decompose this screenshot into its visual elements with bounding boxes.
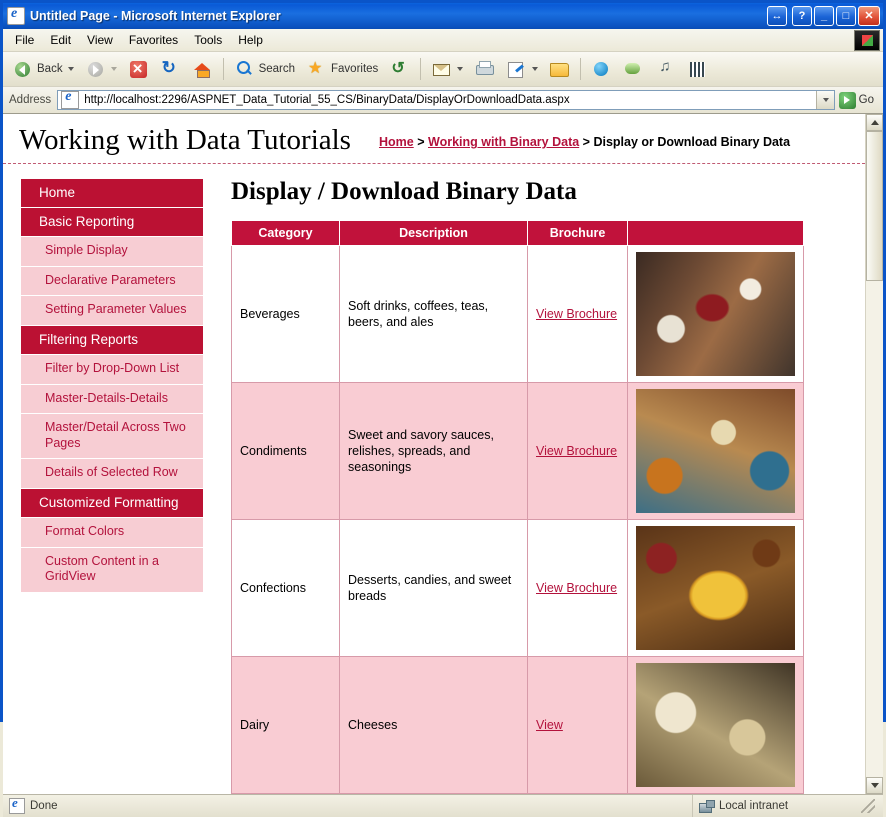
sidebar (3, 164, 203, 592)
category-photo (636, 526, 795, 650)
back-label: Back (37, 63, 63, 75)
view-brochure-link[interactable]: View Brochure (536, 306, 618, 321)
table-row (232, 383, 804, 520)
breadcrumb-sep-2: > (582, 135, 590, 149)
network-icon (699, 800, 714, 813)
go-label: Go (858, 94, 874, 106)
search-label: Search (258, 63, 296, 75)
site-header (3, 114, 865, 164)
cell-category: Dairy (232, 657, 340, 794)
edit-button[interactable] (501, 56, 543, 83)
refresh-icon (160, 59, 181, 80)
scrollbar-track[interactable] (866, 131, 883, 777)
toolbar-separator (223, 58, 224, 80)
table-header-row (232, 221, 804, 246)
home-icon (192, 59, 213, 80)
security-zone-label: Local intranet (719, 800, 789, 812)
content-row (3, 164, 865, 794)
globe-icon (591, 59, 612, 80)
scroll-up-button[interactable] (866, 114, 883, 131)
minimize-button[interactable]: _ (814, 6, 834, 26)
table-row (232, 520, 804, 657)
scroll-down-button[interactable] (866, 777, 883, 794)
back-icon (12, 59, 33, 80)
windows-logo-icon (854, 30, 880, 51)
address-bar (3, 87, 883, 114)
sidebar-item-basic-reporting[interactable]: Basic Reporting (21, 207, 203, 236)
security-zone-pane[interactable] (693, 795, 883, 817)
cell-picture (628, 657, 804, 794)
view-brochure-link[interactable]: View Brochure (536, 443, 618, 458)
toolbar-separator-2 (420, 58, 421, 80)
media-icon (655, 59, 676, 80)
cell-brochure (528, 246, 628, 383)
table-row (232, 657, 804, 794)
column-header-category[interactable]: Category (232, 221, 340, 246)
forward-button[interactable] (80, 56, 122, 83)
status-message-pane (3, 795, 693, 817)
cell-category: Confections (232, 520, 340, 657)
window-controls (767, 6, 881, 26)
maximize-button[interactable]: □ (836, 6, 856, 26)
edit-icon (506, 59, 527, 80)
research-button[interactable] (682, 56, 713, 83)
category-photo (636, 252, 795, 376)
mail-button[interactable] (426, 56, 468, 83)
breadcrumb-current: Display or Download Binary Data (593, 135, 791, 149)
close-button[interactable]: ✕ (858, 6, 880, 26)
address-dropdown-button[interactable] (816, 91, 834, 109)
sidebar-item-filtering-reports[interactable]: Filtering Reports (21, 325, 203, 354)
chevron-down-icon (823, 98, 829, 102)
binary-data-gridview (231, 220, 804, 794)
cell-description: Soft drinks, coffees, teas, beers, and ales (340, 246, 528, 383)
edit-dropdown-icon[interactable] (532, 67, 538, 71)
sidebar-item-master-detail-across-two-pages[interactable]: Master/Detail Across Two Pages (21, 413, 203, 458)
cell-brochure (528, 520, 628, 657)
address-label: Address (9, 94, 52, 106)
address-input[interactable] (82, 91, 815, 109)
cell-description: Sweet and savory sauces, relishes, spreads, and seasonings (340, 383, 528, 520)
page-icon (9, 798, 25, 814)
sidebar-item-simple-display[interactable]: Simple Display (21, 236, 203, 266)
sidebar-item-setting-parameter-values[interactable]: Setting Parameter Values (21, 295, 203, 325)
column-header-description[interactable]: Description (340, 221, 528, 246)
sidebar-item-custom-content-in-a-gridview[interactable]: Custom Content in a GridView (21, 547, 203, 592)
vertical-scrollbar[interactable] (865, 114, 883, 794)
column-header-brochure[interactable]: Brochure (528, 221, 628, 246)
column-header-picture[interactable] (628, 221, 804, 246)
sidebar-item-master-details-details[interactable]: Master-Details-Details (21, 384, 203, 414)
favorites-button[interactable] (301, 56, 383, 83)
go-button[interactable] (835, 92, 880, 109)
messenger-icon (623, 59, 644, 80)
forward-dropdown-icon[interactable] (111, 67, 117, 71)
cell-picture (628, 246, 804, 383)
sidebar-item-declarative-parameters[interactable]: Declarative Parameters (21, 266, 203, 296)
toolbar-separator-3 (580, 58, 581, 80)
menu-file[interactable]: File (15, 33, 35, 47)
media-button[interactable] (650, 56, 681, 83)
favorites-label: Favorites (331, 63, 379, 75)
home-button[interactable] (187, 56, 218, 83)
address-input-wrapper[interactable] (57, 90, 834, 110)
sidebar-item-filter-by-drop-down-list[interactable]: Filter by Drop-Down List (21, 354, 203, 384)
table-row (232, 246, 804, 383)
msn-button[interactable] (586, 56, 617, 83)
go-icon (839, 92, 856, 109)
mail-dropdown-icon[interactable] (457, 67, 463, 71)
sidebar-item-format-colors[interactable]: Format Colors (21, 517, 203, 547)
discuss-button[interactable] (544, 56, 575, 83)
search-button[interactable] (229, 56, 300, 83)
tool-bar (3, 52, 883, 87)
menu-edit[interactable]: Edit (50, 33, 72, 47)
sidebar-item-customized-formatting[interactable]: Customized Formatting (21, 488, 203, 517)
cell-brochure (528, 657, 628, 794)
print-button[interactable] (469, 56, 500, 83)
content-heading: Display / Download Binary Data (231, 178, 577, 205)
back-button[interactable] (7, 56, 79, 83)
view-brochure-link[interactable]: View (536, 717, 563, 732)
window-title: Untitled Page - Microsoft Internet Explorer (30, 9, 281, 23)
forward-icon (85, 59, 106, 80)
title-bar (3, 3, 883, 29)
sidebar-item-home[interactable]: Home (21, 178, 203, 207)
browser-viewport (3, 114, 883, 794)
menu-tools[interactable]: Tools (194, 33, 223, 47)
folder-icon (549, 59, 570, 80)
cell-description: Desserts, candies, and sweet breads (340, 520, 528, 657)
view-brochure-link[interactable]: View Brochure (536, 580, 618, 595)
status-bar (3, 794, 883, 817)
menu-favorites[interactable]: Favorites (128, 33, 179, 47)
cell-picture (628, 520, 804, 657)
breadcrumb-section-link[interactable]: Working with Binary Data (428, 135, 580, 149)
cell-category: Condiments (232, 383, 340, 520)
cell-picture (628, 383, 804, 520)
menu-help[interactable]: Help (238, 33, 263, 47)
mail-icon (431, 59, 452, 80)
breadcrumb (379, 134, 790, 151)
history-button[interactable] (384, 56, 415, 83)
back-dropdown-icon[interactable] (68, 67, 74, 71)
refresh-button[interactable] (155, 56, 186, 83)
print-icon (474, 59, 495, 80)
main-content (203, 164, 865, 794)
page-title: Working with Data Tutorials (19, 124, 351, 156)
cell-category: Beverages (232, 246, 340, 383)
breadcrumb-sep-1: > (417, 135, 425, 149)
stop-icon (130, 61, 147, 78)
category-photo (636, 663, 795, 787)
menu-bar (3, 29, 883, 52)
sidebar-item-details-of-selected-row[interactable]: Details of Selected Row (21, 458, 203, 488)
category-photo (636, 389, 795, 513)
web-page (3, 114, 865, 794)
page-icon (61, 91, 79, 109)
star-icon (306, 59, 327, 80)
stop-button[interactable] (123, 56, 154, 83)
search-icon (234, 59, 255, 80)
research-icon (687, 59, 708, 80)
scrollbar-thumb[interactable] (866, 131, 883, 281)
cell-description: Cheeses (340, 657, 528, 794)
ie-page-icon (7, 7, 25, 25)
menu-view[interactable]: View (87, 33, 113, 47)
cell-brochure (528, 383, 628, 520)
status-message: Done (30, 800, 58, 812)
restore-group-button[interactable]: ↔ (767, 6, 787, 26)
resize-grip[interactable] (861, 799, 875, 813)
messenger-button[interactable] (618, 56, 649, 83)
help-button[interactable]: ? (792, 6, 812, 26)
breadcrumb-home-link[interactable]: Home (378, 135, 414, 149)
history-icon (389, 59, 410, 80)
